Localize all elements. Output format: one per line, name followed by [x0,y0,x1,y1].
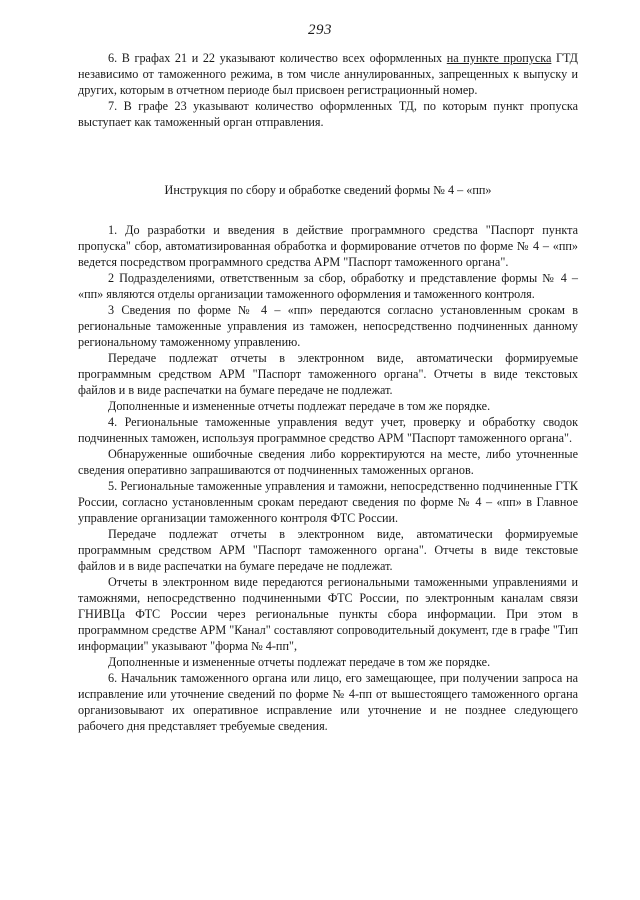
paragraph: Отчеты в электронном виде передаются региональными таможенными управлениями и таможнями, непосредственно подчиненными ФТС России, по электронным каналам связи ГНИВЦа ФТС России через региональные пункты сбора информации. При этом в программном средстве АРМ "Канал" составляют сопроводительный документ, где в графе "Тип информации" указывают "форма № 4-пп", [78,575,578,653]
paragraph-6-text-start: 6. В графах 21 и 22 указывают количество всех оформленных [108,51,447,65]
paragraph: Дополненные и измененные отчеты подлежат передаче в том же порядке. [108,655,491,669]
paragraph: Передаче подлежат отчеты в электронном виде, автоматически формируемые программным средством АРМ "Паспорт таможенного органа". Отчеты в виде текстовые файлов и в виде распечатки на бумаге передаче не подлежат. [78,527,578,573]
paragraph: 5. Региональные таможенные управления и таможни, непосредственно подчиненные ГТК России, согласно установленным срокам передают сведения по форме № 4 – «пп» в Главное управление организации таможенного контроля ФТС России. [78,479,578,525]
paragraph-6-text-end: ГТД независимо от таможенного режима, в том числе аннулированных, запрещенных к выпуску и других, которым в отчетном периоде был присвоен регистрационный номер. [78,51,578,97]
paragraph: Дополненные и измененные отчеты подлежат передаче в том же порядке. [108,399,491,413]
paragraph-6 [78,50,578,98]
underlined-phrase: на пункте пропуска [446,51,552,65]
section-heading: Инструкция по сбору и обработке сведений формы № 4 – «пп» [164,183,492,197]
document-body [78,50,578,734]
paragraph: Обнаруженные ошибочные сведения либо корректируются на месте, либо уточненные сведения оперативно запрашиваются от подчиненных таможенных органов. [78,447,578,477]
paragraph: Передаче подлежат отчеты в электронном виде, автоматически формируемые программным средством АРМ "Паспорт таможенного органа". Отчеты в виде текстовых файлов и в виде распечатки на бумаге передаче не подлежат. [78,351,578,397]
paragraph: 1. До разработки и введения в действие программного средства "Паспорт пункта пропуска" сбор, автоматизированная обработка и формирование отчетов по форме № 4 – «пп» ведется посредством программного средства АРМ "Паспорт таможенного органа". [78,223,578,269]
paragraph-7: 7. В графе 23 указывают количество оформленных ТД, по которым пункт пропуска выступает как таможенный орган отправления. [78,99,578,129]
paragraph: 3 Сведения по форме № 4 – «пп» передаются согласно установленным срокам в региональные таможенные управления из таможен, непосредственно подчиненных данному региональному таможенному управлению. [78,303,578,349]
paragraph: 6. Начальник таможенного органа или лицо, его замещающее, при получении запроса на исправление или уточнение сведений по форме № 4-пп от вышестоящего таможенного органа организовывают их оперативное исправление или уточнение и не позднее следующего рабочего дня представляет требуемые сведения. [78,671,578,733]
page-number: 293 [308,22,332,38]
paragraph: 2 Подразделениями, ответственным за сбор, обработку и представление формы № 4 – «пп» являются отделы организации таможенного оформления и таможенного контроля. [78,271,578,301]
paragraph: 4. Региональные таможенные управления ведут учет, проверку и обработку сводок подчиненных таможен, используя программное средство АРМ "Паспорт таможенного органа". [78,415,578,445]
